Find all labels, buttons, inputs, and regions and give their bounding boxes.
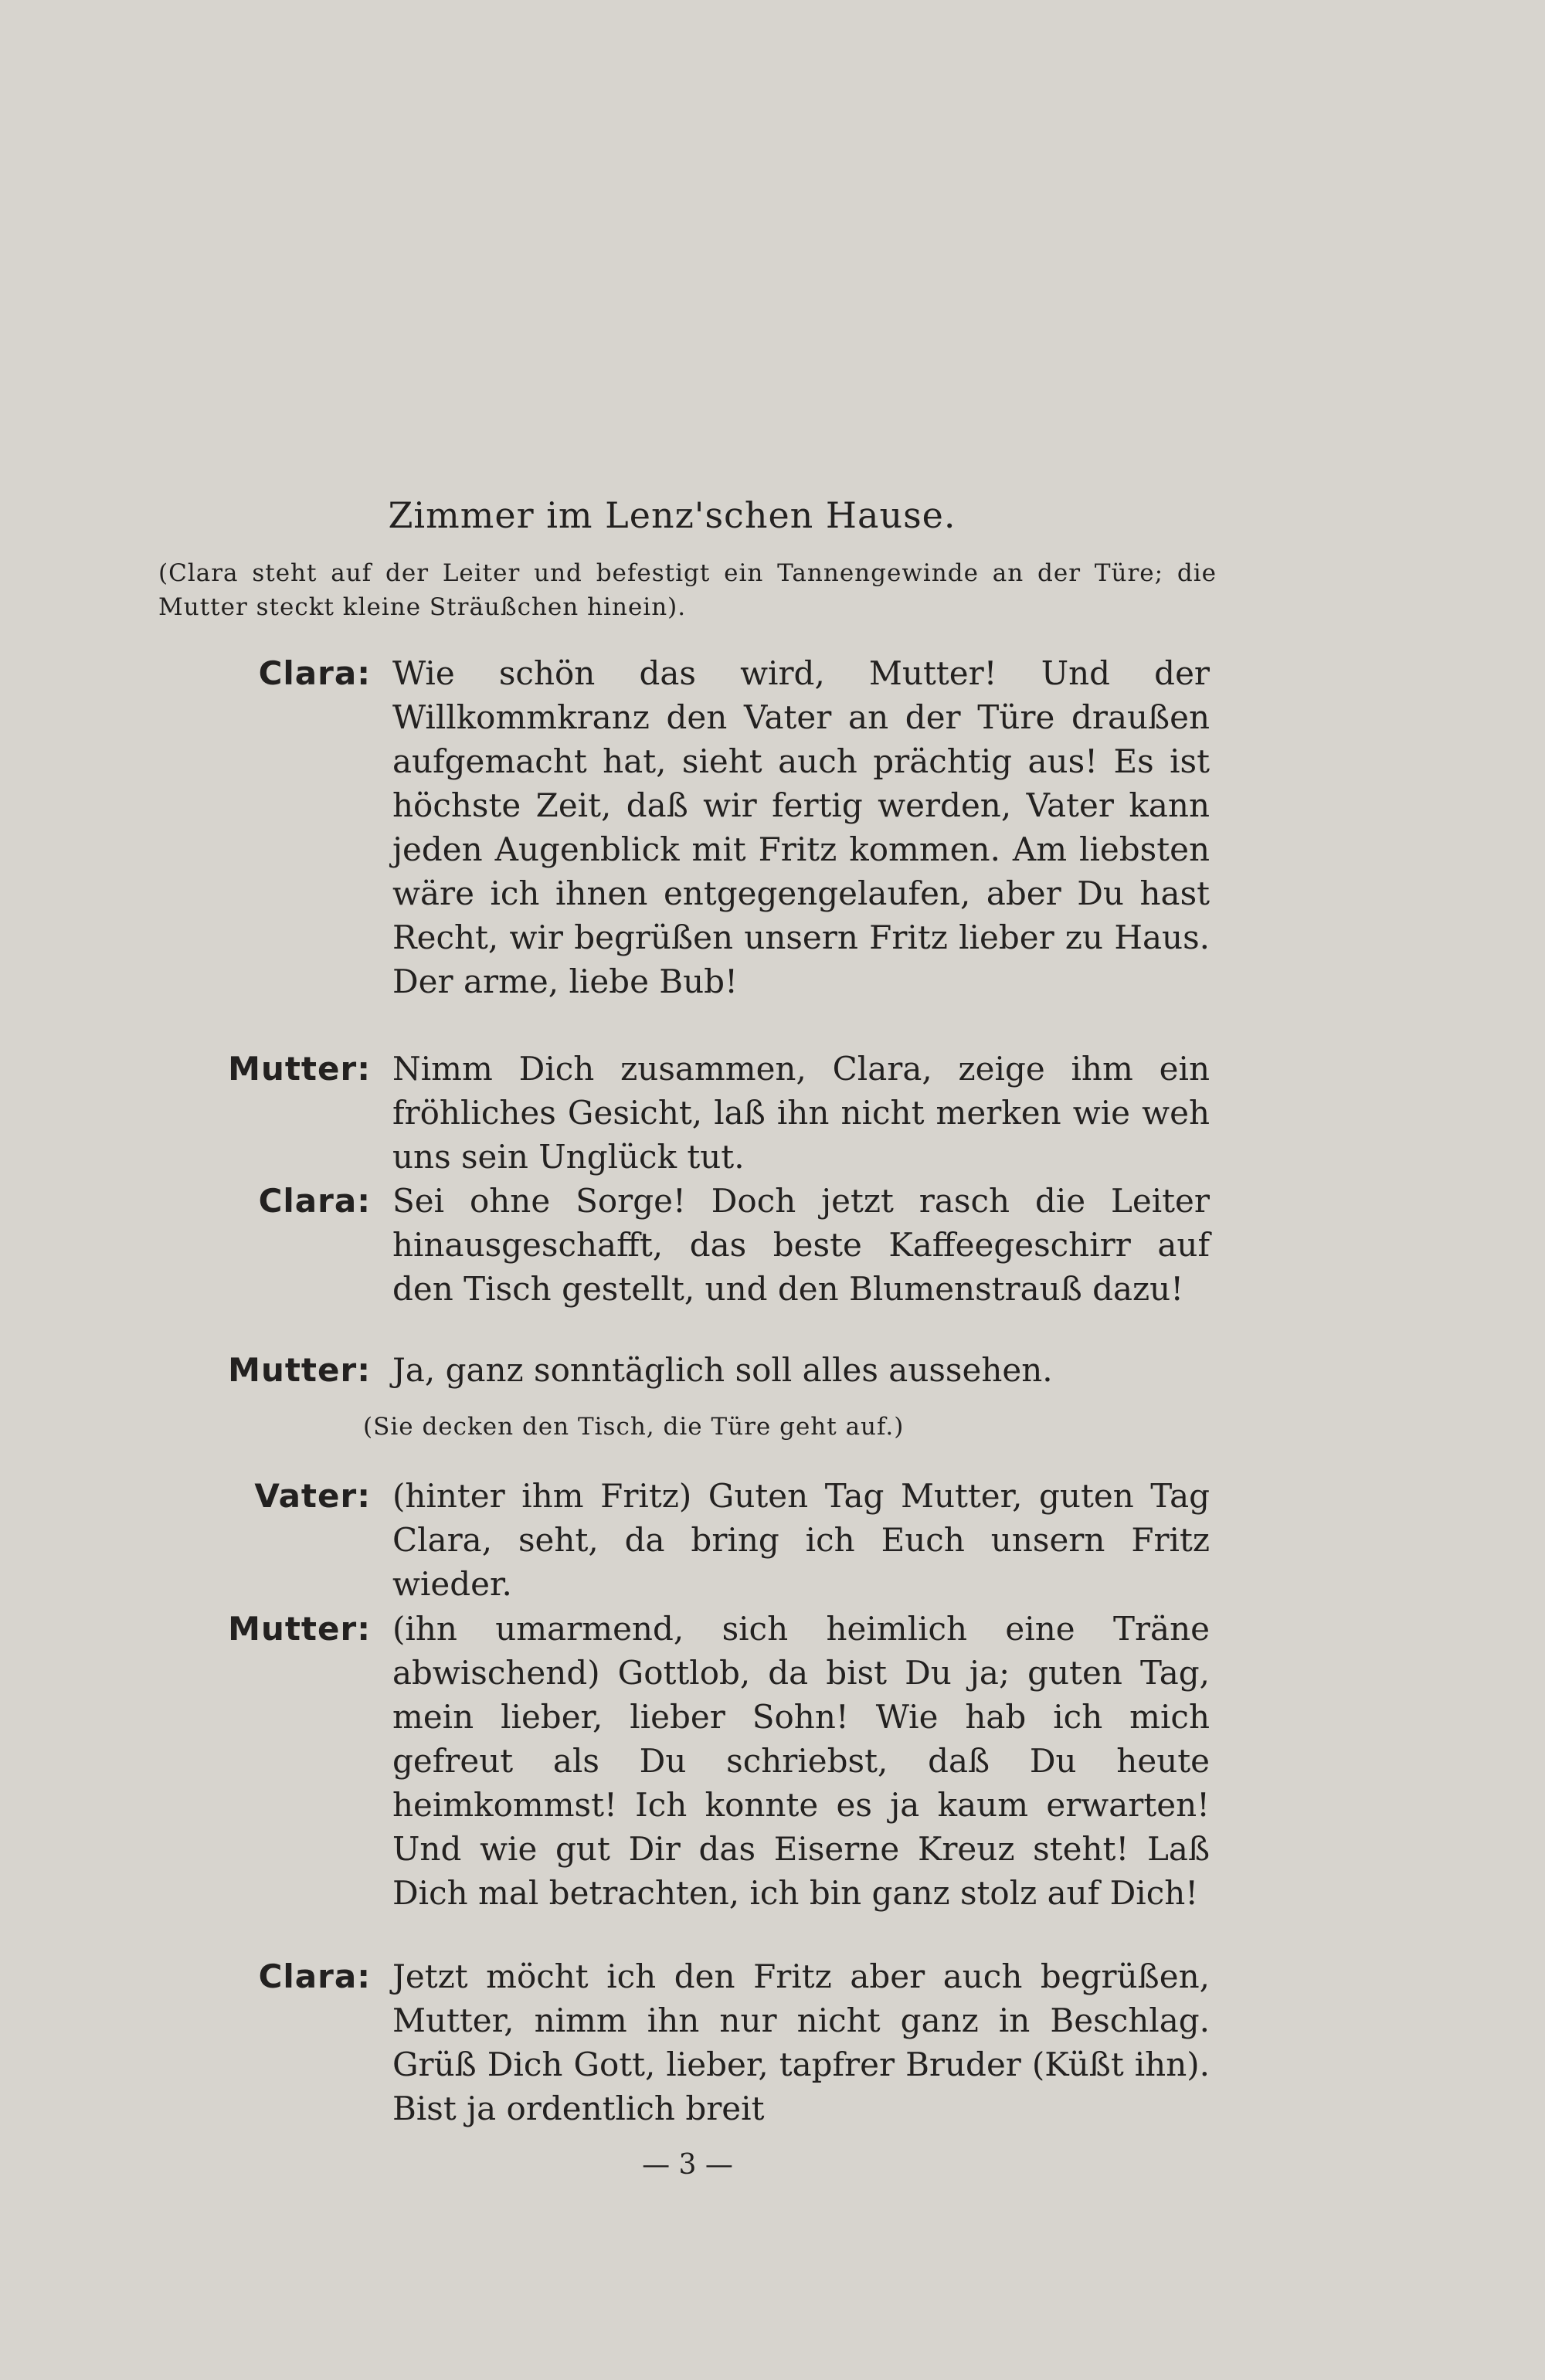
speaker-label: Clara: xyxy=(258,1957,371,1995)
speaker-label: Clara: xyxy=(258,654,371,692)
speech-text: Ja, ganz sonntäglich soll alles aussehen. xyxy=(392,1351,1053,1389)
speech-text: Jetzt möcht ich den Fritz aber auch begrüßen, Mutter, nimm ihn nur nicht ganz in Beschlag. Grüß Dich Gott, lieber, tapfrer Bruder (Küßt ihn). Bist ja ordentlich breit xyxy=(392,1957,1210,2127)
speech-text: Wie schön das wird, Mutter! Und der Willkommkranz den Vater an der Türe draußen aufgemacht hat, sieht auch prächtig aus! Es ist höchste Zeit, daß wir fertig werden, Vater kann jeden Augenblick mit Fritz kommen. Am liebsten wäre ich ihnen entgegengelaufen, aber Du hast Recht, wir begrüßen unsern Fritz lieber zu Haus. Der arme, liebe Bub! xyxy=(392,654,1210,1000)
speaker-label: Mutter: xyxy=(228,1610,371,1648)
stage-direction: (Sie decken den Tisch, die Türe geht auf.) xyxy=(363,1413,905,1441)
speaker-label: Mutter: xyxy=(228,1050,371,1088)
speech-text: Sei ohne Sorge! Doch jetzt rasch die Leiter hinausgeschafft, das beste Kaffeegeschirr auf den Tisch gestellt, und den Blumenstrauß dazu! xyxy=(392,1182,1210,1308)
speaker-label: Clara: xyxy=(258,1182,371,1220)
speech-text: (ihn umarmend, sich heimlich eine Träne abwischend) Gottlob, da bist Du ja; guten Tag, mein lieber, lieber Sohn! Wie hab ich mich gefreut als Du schriebst, daß Du heute heimkommst! Ich konnte es ja kaum erwarten! Und wie gut Dir das Eiserne Kreuz steht! Laß Dich mal betrachten, ich bin ganz stolz auf Dich! xyxy=(392,1610,1210,1912)
speaker-label: Vater: xyxy=(254,1477,371,1515)
stage-direction: (Clara steht auf der Leiter und befestigt ein Tannengewinde an der Türe; die Mutter steckt kleine Sträußchen hinein). xyxy=(158,559,1217,621)
speaker-label: Mutter: xyxy=(228,1351,371,1389)
page-number: — 3 — xyxy=(642,2149,733,2181)
speech-text: Nimm Dich zusammen, Clara, zeige ihm ein fröhliches Gesicht, laß ihn nicht merken wie weh uns sein Unglück tut. xyxy=(392,1050,1210,1176)
scene-title: Zimmer im Lenz'schen Hause. xyxy=(388,494,956,536)
speech-text: (hinter ihm Fritz) Guten Tag Mutter, guten Tag Clara, seht, da bring ich Euch unsern Fritz wieder. xyxy=(392,1477,1210,1603)
